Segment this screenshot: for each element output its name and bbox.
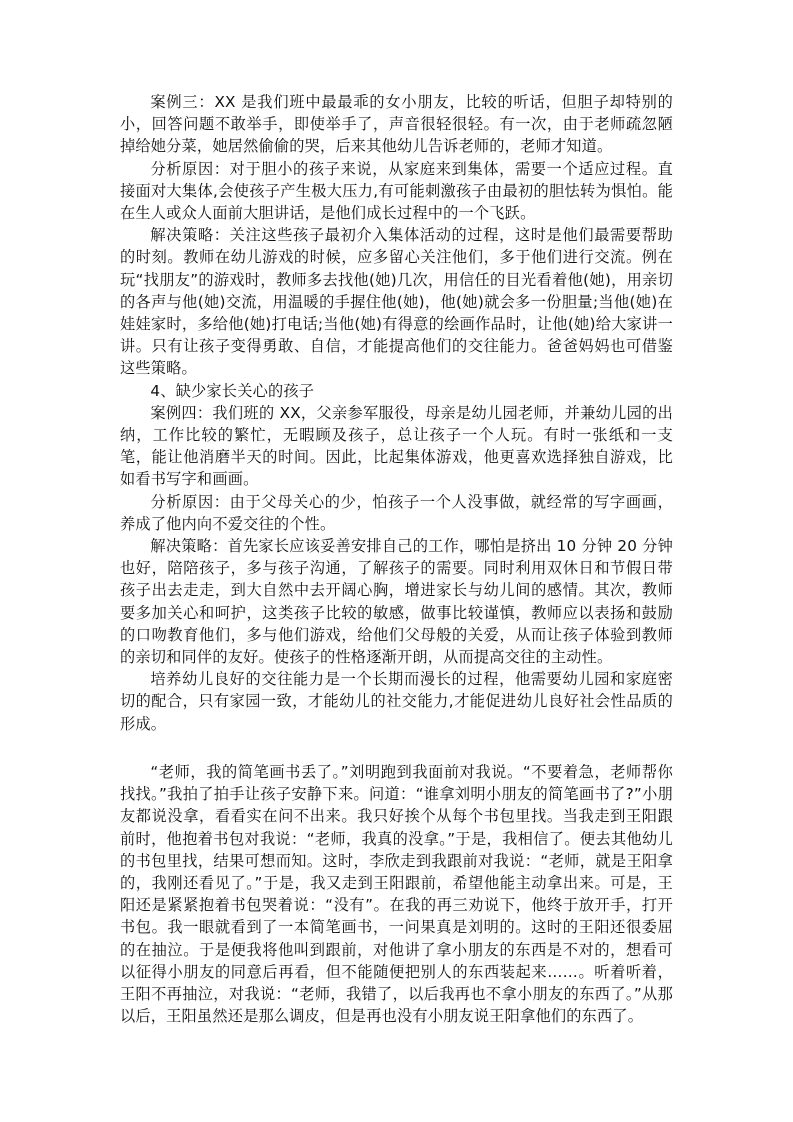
strategy-paragraph: 解决策略：首先家长应该妥善安排自己的工作，哪怕是挤出 10 分钟 20 分钟也好，陪陪孩子，多与孩子沟通，了解孩子的需要。同时利用双休日和节假日带孩子出去走走，到大自然中去开阔心胸，增进家长与幼儿间的感情。其次，教师要多加关心和呵护，这类孩子比较的敏感，做事比较谨慎，教师应以表扬和鼓励的口吻教育他们，多与他们游戏，给他们父母般的关爱，从而让孩子体验到教师的亲切和同伴的友好。使孩子的性格逐渐开朗，从而提高交往的主动性。: [120, 537, 673, 667]
story-paragraph: “老师，我的简笔画书丢了。”刘明跑到我面前对我说。“不要着急，老师帮你找找。”我拍了拍手让孩子安静下来。问道：“谁拿刘明小朋友的简笔画书了?”小朋友都说没拿，看看实在问不出来。我只好挨个从每个书包里找。当我走到王阳跟前时，他抱着书包对我说：“老师，我真的没拿。”于是，我相信了。便去其他幼儿的书包里找，结果可想而知。这时，李欣走到我跟前对我说：“老师，就是王阳拿的，我刚还看见了。”于是，我又走到王阳跟前，希望他能主动拿出来。可是，王阳还是紧紧抱着书包哭着说：“没有”。在我的再三劝说下，他终于放开手，打开书包。我一眼就看到了一本简笔画书，一问果真是刘明的。这时的王阳还很委屈的在抽泣。于是便我将他叫到跟前，对他讲了拿小朋友的东西是不对的，想看可以征得小朋友的同意后再看，但不能随便把别人的东西装起来……。听着听着，王阳不再抽泣，对我说：“老师，我错了，以后我再也不拿小朋友的东西了。”从那以后，王阳虽然还是那么调皮，但是再也没有小朋友说王阳拿他们的东西了。: [120, 762, 673, 1026]
document-page: [120, 91, 673, 1027]
case-three-paragraph: 案例三：XX 是我们班中最最乖的女小朋友，比较的听话，但胆子却特别的小，回答问题不敢举手，即使举手了，声音很轻很轻。有一次，由于老师疏忽陋掉给她分菜，她居然偷偷的哭，后来其他幼儿告诉老师的，老师才知道。: [120, 93, 673, 156]
section-heading: 4、缺少家长关心的孩子: [150, 381, 315, 400]
paragraph-spacer: [120, 735, 673, 761]
conclusion-paragraph: 培养幼儿良好的交往能力是一个长期而漫长的过程，他需要幼儿园和家庭密切的配合，只有家园一致，才能幼儿的社交能力,才能促进幼儿良好社会性品质的形成。: [120, 670, 673, 733]
case-four-paragraph: 案例四：我们班的 XX，父亲参军服役，母亲是幼儿园老师，并兼幼儿园的出纳，工作比较的繁忙，无暇顾及孩子，总让孩子一个人玩。有时一张纸和一支笔，能让他消磨半天的时间。因此，比起集体游戏，他更喜欢选择独自游戏，比如看书写字和画画。: [120, 403, 673, 489]
analysis-paragraph: 分析原因：由于父母关心的少，怕孩子一个人没事做，就经常的写字画画，养成了他内向不爱交往的个性。: [120, 492, 673, 533]
strategy-paragraph: 解决策略：关注这些孩子最初介入集体活动的过程，这时是他们最需要帮助的时刻。教师在幼儿游戏的时候，应多留心关注他们，多于他们进行交流。例在玩“找朋友”的游戏时，教师多去找他(她)几次，用信任的目光看着他(她)，用亲切的各声与他(她)交流，用温暖的手握住他(她)，他(她)就会多一份胆量;当他(她)在娃娃家时，多给他(她)打电话;当他(她)有得意的绘画作品时，让他(她)给大家讲一讲。只有让孩子变得勇敢、自信，才能提高他们的交往能力。爸爸妈妈也可借鉴这些策略。: [120, 226, 673, 378]
analysis-paragraph: 分析原因：对于胆小的孩子来说，从家庭来到集体，需要一个适应过程。直接面对大集体,会使孩子产生极大压力,有可能刺激孩子由最初的胆怯转为惧怕。能在生人或众人面前大胆讲话，是他们成长过程中的一个飞跃。: [120, 159, 673, 223]
